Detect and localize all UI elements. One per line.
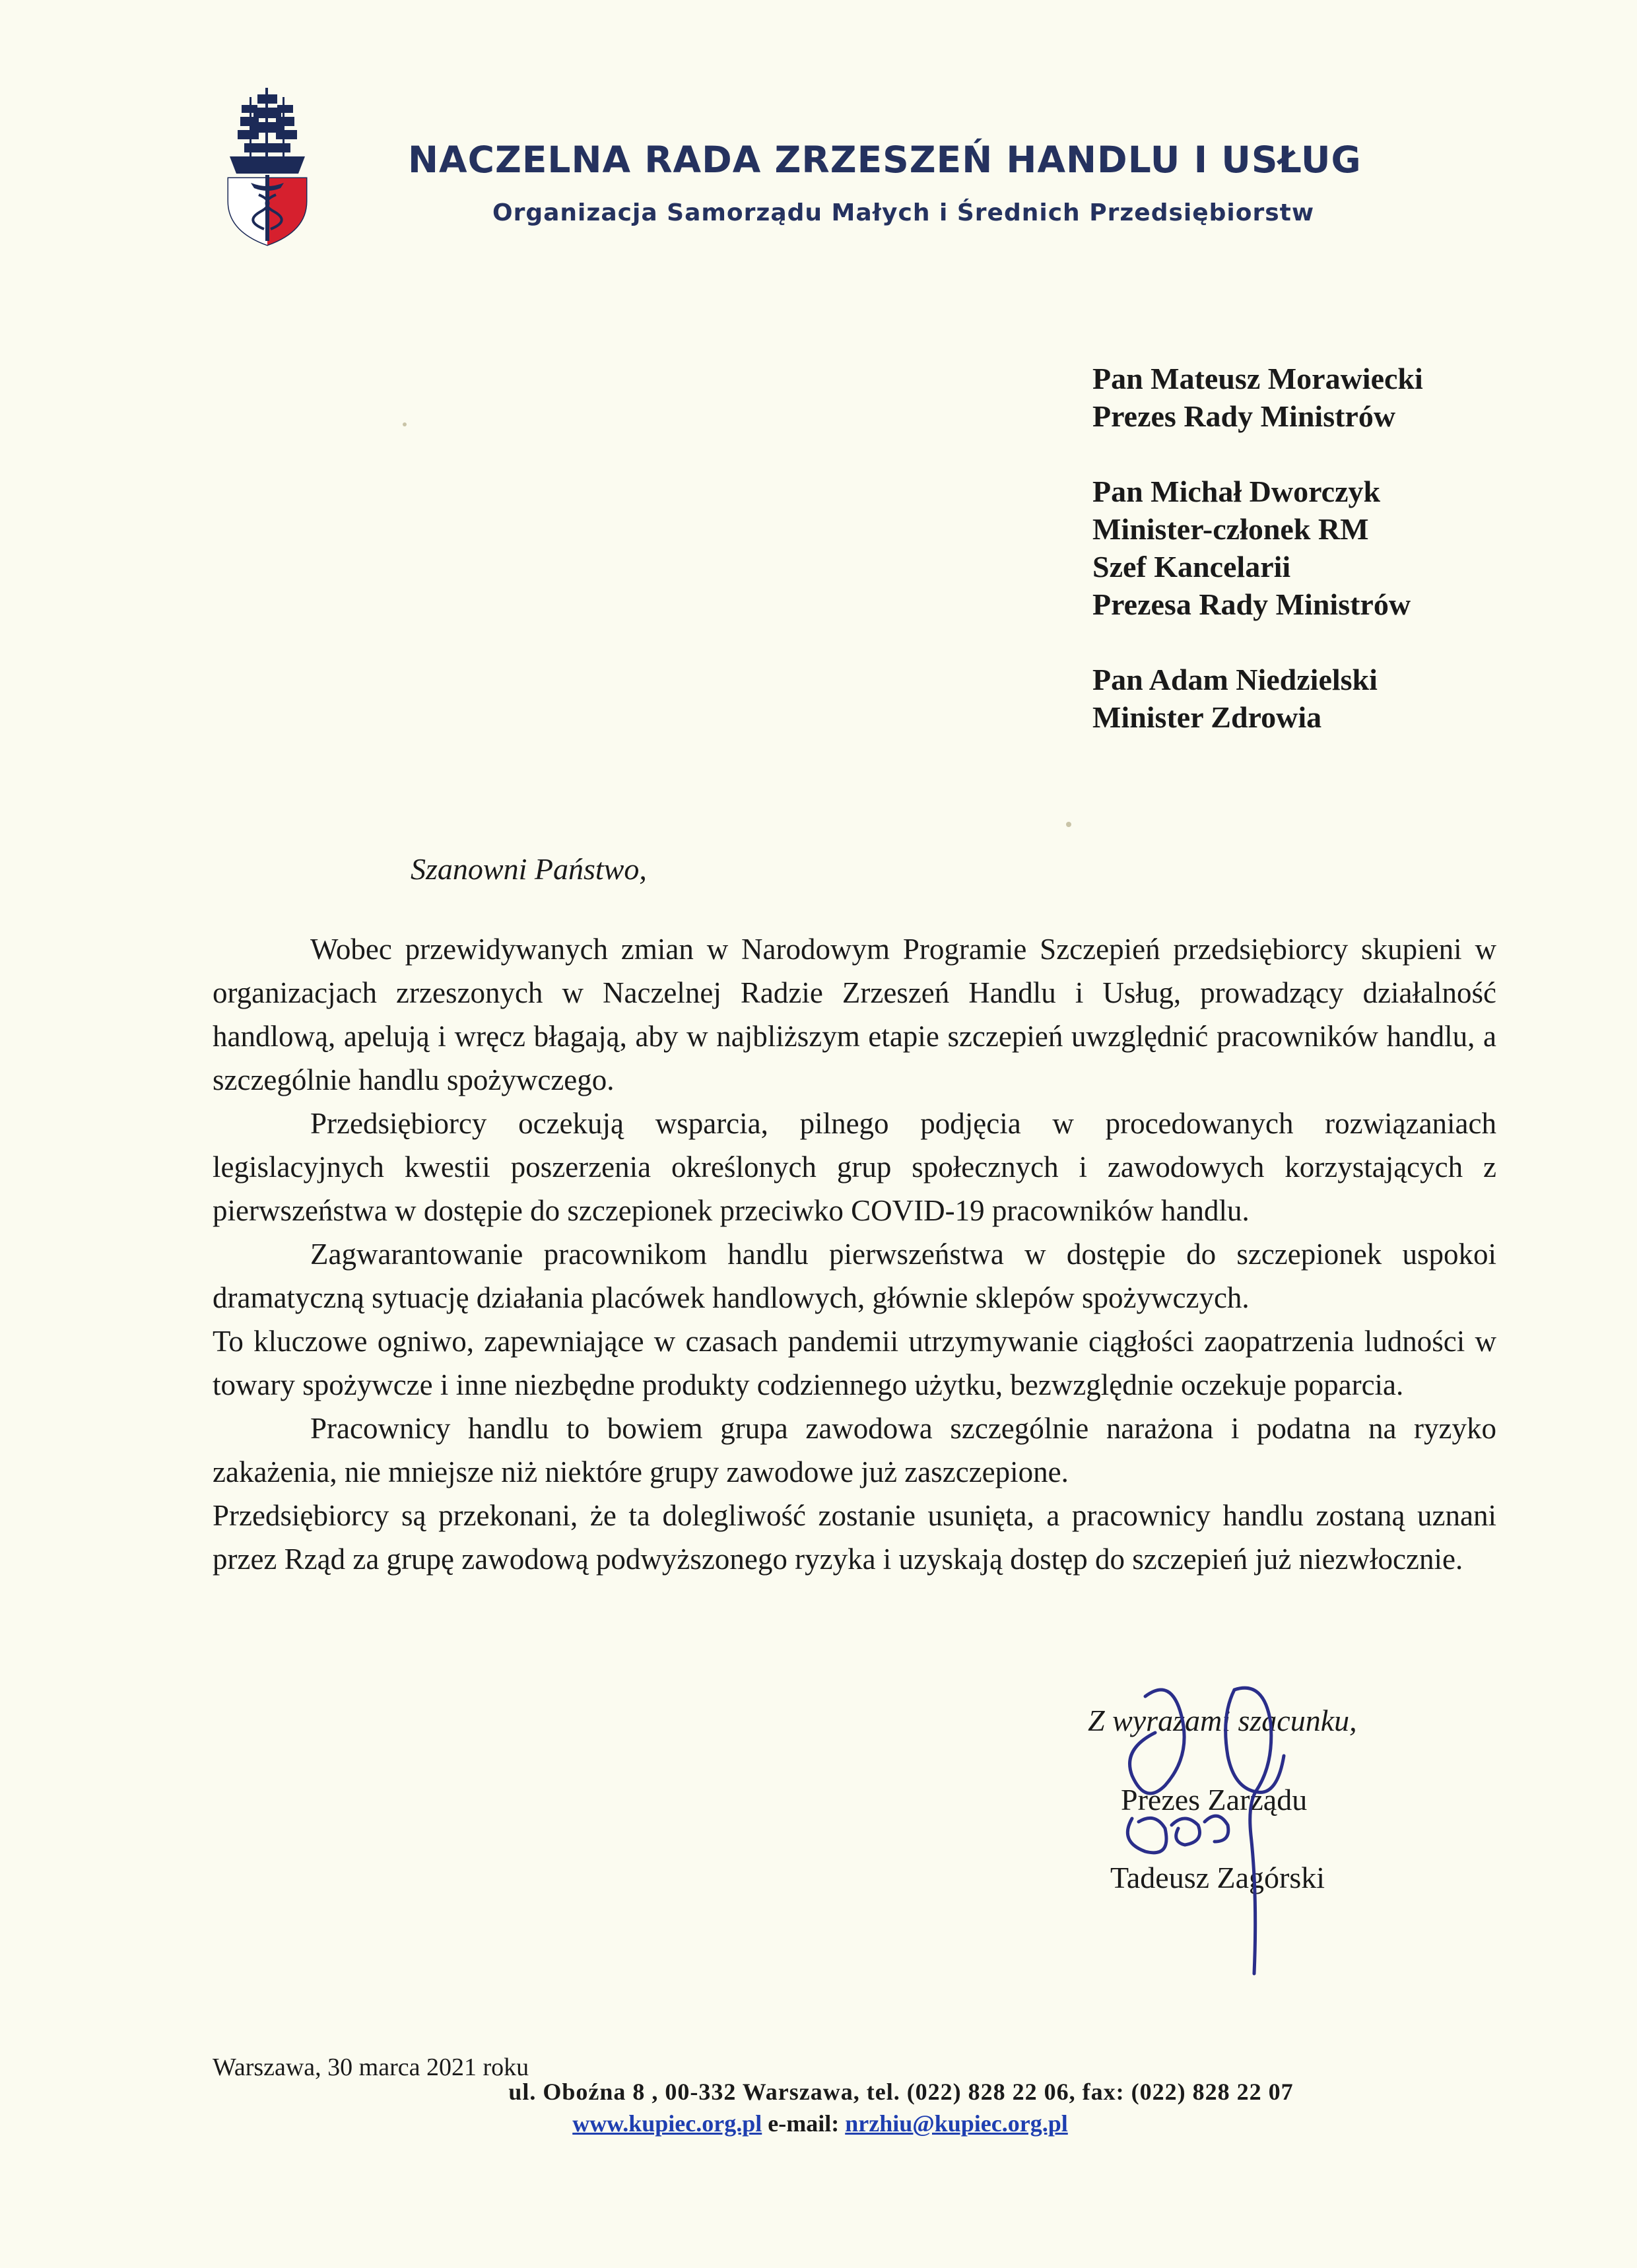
recipient-line: Prezesa Rady Ministrów bbox=[1092, 587, 1411, 621]
email-link[interactable]: nrzhiu@kupiec.org.pl bbox=[845, 2110, 1068, 2137]
letter-date: Warszawa, 30 marca 2021 roku bbox=[213, 2053, 529, 2081]
recipient-line: Pan Adam Niedzielski bbox=[1092, 663, 1378, 696]
signatory-name: Tadeusz Zagórski bbox=[1110, 1861, 1325, 1894]
website-link[interactable]: www.kupiec.org.pl bbox=[572, 2110, 762, 2137]
closing-regards: Z wyrazami szacunku, bbox=[1088, 1704, 1357, 1737]
letter-body bbox=[213, 927, 1496, 1581]
recipient-line: Minister-członek RM bbox=[1092, 512, 1369, 546]
recipient bbox=[1092, 360, 1423, 435]
body-paragraph: Przedsiębiorcy oczekują wsparcia, pilnego podjęcia w procedowanych rozwiązaniach legislacyjnych kwestii poszerzenia określonych grup społecznych i zawodowych korzystających z pierwszeństwa w dostępie do szczepionek przeciwko COVID-19 pracowników handlu. bbox=[213, 1107, 1496, 1227]
recipients-block bbox=[1092, 360, 1423, 774]
scan-speck bbox=[403, 422, 407, 426]
recipient-line: Pan Mateusz Morawiecki bbox=[1092, 362, 1423, 395]
salutation: Szanowni Państwo, bbox=[411, 852, 647, 886]
contact-links bbox=[0, 2110, 1637, 2137]
handwritten-signature-icon bbox=[1092, 1677, 1370, 2007]
signatory-title: Prezes Zarządu bbox=[1121, 1783, 1308, 1817]
body-paragraph: To kluczowe ogniwo, zapewniające w czasach pandemii utrzymywanie ciągłości zaopatrzenia ludności w towary spożywcze i inne niezbędne produkty codziennego użytku, bezwzględnie oczekuje poparcia. bbox=[213, 1325, 1496, 1401]
ship-caduceus-shield-icon bbox=[224, 83, 310, 248]
body-paragraph: Pracownicy handlu to bowiem grupa zawodowa szczególnie narażona i podatna na ryzyko zakażenia, nie mniejsze niż niektóre grupy zawodowe już zaszczepione. bbox=[213, 1412, 1496, 1488]
body-paragraph: Wobec przewidywanych zmian w Narodowym Programie Szczepień przedsiębiorcy skupieni w organizacjach zrzeszonych w Naczelnej Radzie Zrzeszeń Handlu i Usług, prowadzący działalność handlową, apelują i wręcz błagają, aby w najbliższym etapie szczepień uwzględnić pracowników handlu, a szczególnie handlu spożywczego. bbox=[213, 933, 1496, 1096]
recipient-line: Prezes Rady Ministrów bbox=[1092, 399, 1396, 433]
organization-name: NACZELNA RADA ZRZESZEŃ HANDLU I USŁUG bbox=[408, 139, 1362, 181]
scan-speck bbox=[1066, 822, 1071, 827]
organization-subtitle: Organizacja Samorządu Małych i Średnich Przedsiębiorstw bbox=[492, 199, 1315, 226]
recipient bbox=[1092, 661, 1423, 736]
contact-address: ul. Oboźna 8 , 00-332 Warszawa, tel. (022) 828 22 06, fax: (022) 828 22 07 bbox=[508, 2079, 1294, 2105]
body-paragraph: Przedsiębiorcy są przekonani, że ta dolegliwość zostanie usunięta, a pracownicy handlu zostaną uznani przez Rząd za grupę zawodową podwyższonego ryzyka i uzyskają dostęp do szczepień już niezwłocznie. bbox=[213, 1499, 1496, 1576]
recipient-line: Minister Zdrowia bbox=[1092, 700, 1322, 734]
recipient bbox=[1092, 473, 1423, 623]
recipient-line: Szef Kancelarii bbox=[1092, 550, 1291, 584]
body-paragraph: Zagwarantowanie pracownikom handlu pierwszeństwa w dostępie do szczepionek uspokoi dramatyczną sytuację działania placówek handlowych, głównie sklepów spożywczych. bbox=[213, 1238, 1496, 1314]
email-label: e-mail: bbox=[768, 2110, 840, 2137]
recipient-line: Pan Michał Dworczyk bbox=[1092, 475, 1381, 508]
